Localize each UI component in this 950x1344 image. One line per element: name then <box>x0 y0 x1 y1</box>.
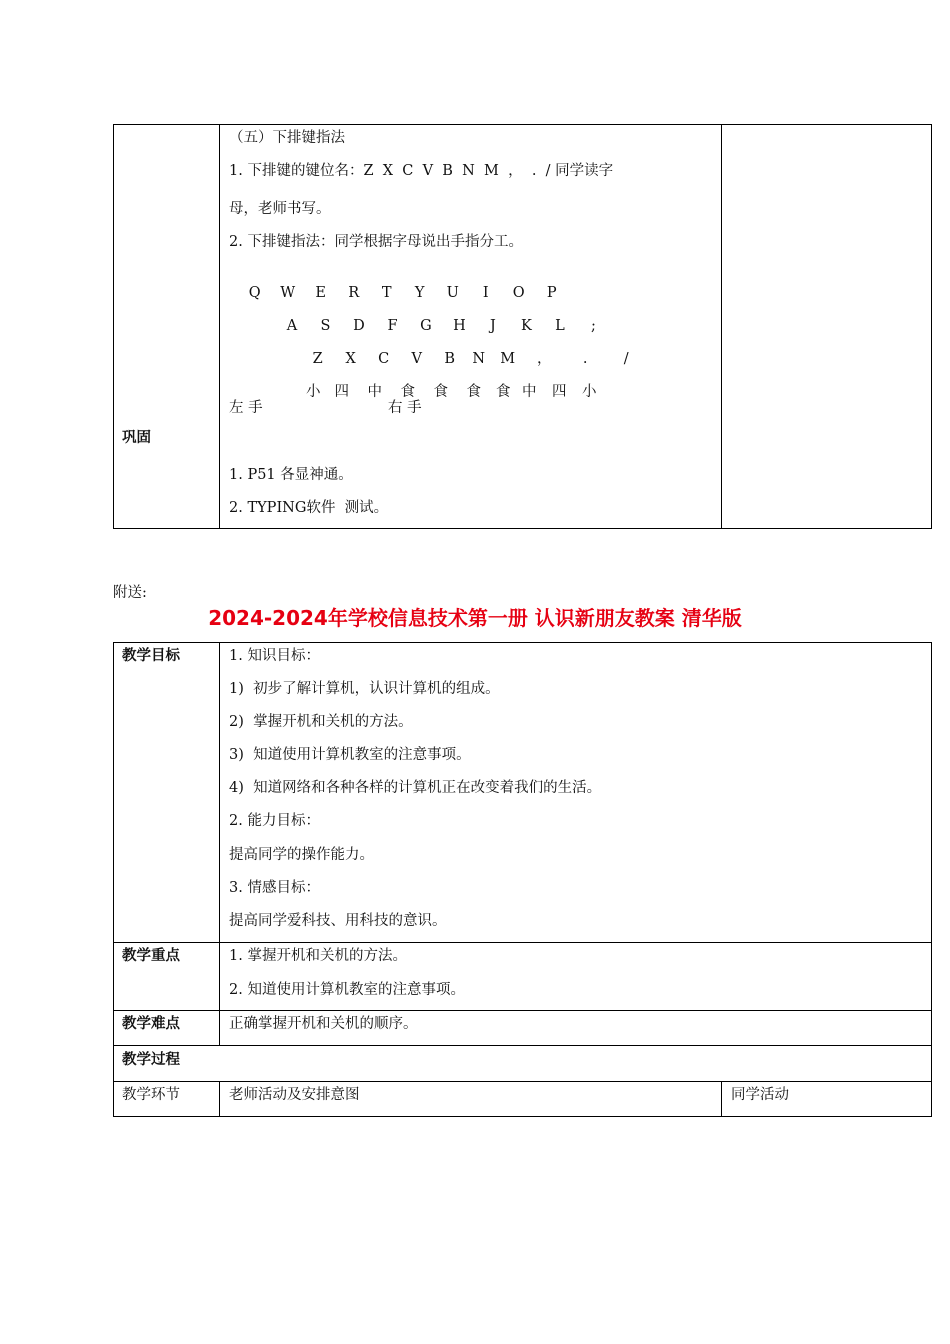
table2-border-right <box>931 642 932 1117</box>
finger-label: 四 <box>551 384 567 400</box>
key-label: T <box>381 285 392 301</box>
key-label: Y <box>414 285 425 301</box>
column-header-teacher: 老师活动及安排意图 <box>229 1087 360 1103</box>
keyboard-row-bottom <box>292 332 646 368</box>
key-label: M <box>500 351 516 367</box>
goals-label: 教学目标 <box>122 648 180 664</box>
keyboard-row-top <box>229 266 568 302</box>
goal-line: 2. 能力目标： <box>229 813 320 829</box>
table1-border-col2 <box>721 124 722 529</box>
finger-label: 四 <box>334 384 349 400</box>
bottom-row-keys-line2: 母，老师书写。 <box>229 201 331 217</box>
goal-line: 3) 知道使用计算机教室的注意事项。 <box>229 747 471 763</box>
table2-border-left <box>113 642 114 1117</box>
key-label: S <box>320 318 331 334</box>
table2-border-col2-lower <box>721 1081 722 1117</box>
column-header-stage: 教学环节 <box>122 1087 180 1103</box>
key-label: N <box>472 351 486 367</box>
key-label: L <box>555 318 565 334</box>
left-hand-label: 左 手 <box>229 400 263 416</box>
document-title: 2024-2024年学校信息技术第一册 认识新朋友教案 清华版 <box>208 606 742 630</box>
key-label: W <box>280 285 296 301</box>
key-label: J <box>490 318 496 334</box>
key-label: V <box>411 351 422 367</box>
finger-labels-row <box>292 365 602 401</box>
column-header-student: 同学活动 <box>731 1087 789 1103</box>
goal-line: 2) 掌握开机和关机的方法。 <box>229 714 413 730</box>
process-label: 教学过程 <box>122 1052 180 1068</box>
table1-border-left <box>113 124 114 529</box>
table1-border-top <box>113 124 932 125</box>
finger-label: 中 <box>521 384 537 400</box>
table1-border-right <box>931 124 932 529</box>
key-label: R <box>348 285 360 301</box>
key-label: P <box>546 285 557 301</box>
key-point: 1. 掌握开机和关机的方法。 <box>229 948 407 964</box>
key-label: B <box>444 351 456 367</box>
key-label: F <box>387 318 398 334</box>
goal-line: 4) 知道网络和各种各样的计算机正在改变着我们的生活。 <box>229 780 602 796</box>
key-label: A <box>286 318 298 334</box>
key-label: E <box>315 285 327 301</box>
key-label: G <box>420 318 432 334</box>
key-label: O <box>512 285 525 301</box>
key-point: 2. 知道使用计算机教室的注意事项。 <box>229 982 465 998</box>
key-label: ， <box>536 351 552 367</box>
goal-line: 提高同学的操作能力。 <box>229 847 374 863</box>
finger-label: 小 <box>581 384 597 400</box>
table2-border-row4 <box>113 1081 932 1082</box>
table1-border-col1 <box>219 124 220 529</box>
appendix-label: 附送: <box>113 585 147 601</box>
key-label: H <box>453 318 466 334</box>
goal-line: 3. 情感目标： <box>229 880 320 896</box>
key-label: . <box>582 351 588 367</box>
key-points-label: 教学重点 <box>122 948 180 964</box>
bottom-row-keys-line1: 1. 下排键的键位名：Z X C V B N M ， . / 同学读字 <box>229 163 614 179</box>
finger-label: 食 <box>433 384 448 400</box>
difficulty-text: 正确掌握开机和关机的顺序。 <box>229 1016 418 1032</box>
table1-border-bottom <box>113 528 932 529</box>
goal-line: 提高同学爱科技、用科技的意识。 <box>229 913 447 929</box>
table2-border-row1 <box>113 942 932 943</box>
key-label: Q <box>248 285 261 301</box>
table2-border-row3 <box>113 1045 932 1046</box>
table2-border-bottom <box>113 1116 932 1117</box>
key-label: Z <box>312 351 323 367</box>
key-label: K <box>521 318 532 334</box>
exercise-2: 2. TYPING软件 测试。 <box>229 500 389 516</box>
finger-label: 食 <box>400 384 415 400</box>
table1-row-label: 巩固 <box>122 430 151 446</box>
goal-line: 1) 初步了解计算机，认识计算机的组成。 <box>229 681 500 697</box>
table2-border-row2 <box>113 1010 932 1011</box>
table2-border-top <box>113 642 932 643</box>
finger-assignment-text: 2. 下排键指法：同学根据字母说出手指分工。 <box>229 234 523 250</box>
exercise-1: 1. P51 各显神通。 <box>229 467 353 483</box>
key-label: U <box>446 285 459 301</box>
key-label: ; <box>591 318 596 334</box>
key-label: D <box>353 318 365 334</box>
key-label: X <box>345 351 356 367</box>
finger-label: 食 <box>495 384 511 400</box>
section-heading: （五）下排键指法 <box>229 130 345 146</box>
finger-label: 食 <box>466 384 481 400</box>
finger-label: 小 <box>305 384 321 400</box>
table2-border-col1-upper <box>219 642 220 1046</box>
goal-line: 1. 知识目标： <box>229 648 320 664</box>
key-label: I <box>482 285 489 301</box>
right-hand-label: 右 手 <box>388 400 422 416</box>
table2-border-col1-lower <box>219 1081 220 1117</box>
finger-label: 中 <box>367 384 382 400</box>
key-label: C <box>378 351 390 367</box>
key-label: / <box>623 351 629 367</box>
keyboard-row-home <box>266 299 610 335</box>
difficulty-label: 教学难点 <box>122 1016 180 1032</box>
